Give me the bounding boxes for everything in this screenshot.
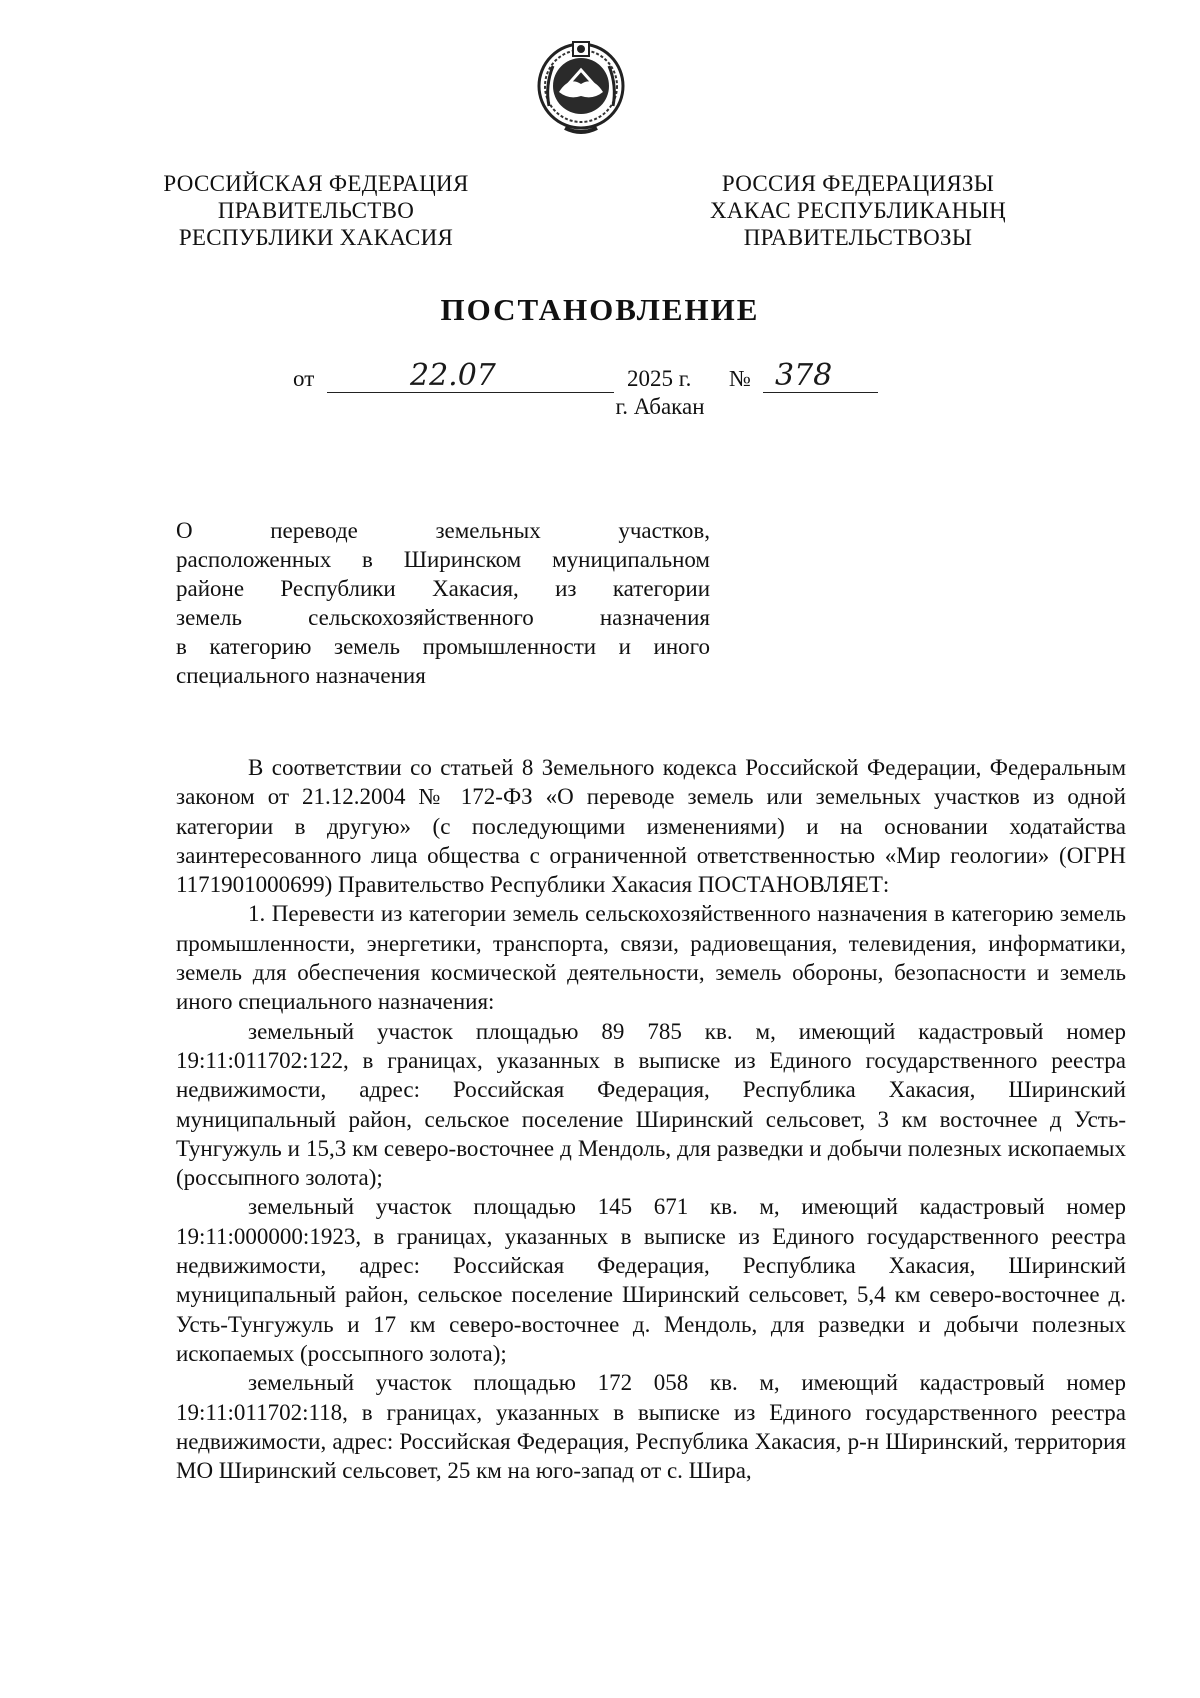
year-label: 2025 г.	[627, 366, 692, 391]
subject-line: земель сельскохозяйственного назначения	[176, 605, 710, 630]
header-right-block	[690, 170, 1026, 251]
city-label: г. Абакан	[615, 394, 705, 419]
subject-line: расположенных в Ширинском муниципальном	[176, 547, 710, 572]
document-body	[176, 753, 1126, 1485]
header-left-block	[148, 170, 484, 251]
coat-of-arms-icon	[535, 36, 627, 140]
body-paragraph: земельный участок площадью 145 671 кв. м, имеющий кадастровый номер 19:11:000000:1923, в границах, указанных в выписке из Единого государственного реестра недвижимости, адрес: Российская Федерация, Республика Хакасия, Ширинский муниципальный район, сельское поселение Ширинский сельсовет, 5,4 км северо-восточнее д. Усть-Тунгужуль и 17 км северо-восточнее д. Мендоль, для разведки и добычи полезных ископаемых (россыпного золота);	[176, 1194, 1126, 1366]
number-label: №	[729, 366, 751, 391]
date-handwritten: 22.07	[410, 358, 496, 393]
header-left-line: РОССИЙСКАЯ ФЕДЕРАЦИЯ	[163, 171, 469, 196]
header-right-line: ПРАВИТЕЛЬСТВОЗЫ	[743, 225, 973, 250]
body-paragraph: земельный участок площадью 172 058 кв. м, имеющий кадастровый номер 19:11:011702:118, в границах, указанных в выписке из Единого государственного реестра недвижимости, адрес: Российская Федерация, Республика Хакасия, р-н Ширинский, территория МО Ширинский сельсовет, 25 км на юго-запад от с. Шира,	[176, 1370, 1126, 1484]
header-right-line: ХАКАС РЕСПУБЛИКАНЫҢ	[710, 198, 1006, 223]
subject-line: О переводе земельных участков,	[176, 518, 710, 543]
subject-line: районе Республики Хакасия, из категории	[176, 576, 710, 601]
number-handwritten: 378	[775, 358, 833, 393]
document-title: ПОСТАНОВЛЕНИЕ	[440, 292, 760, 327]
body-paragraph: 1. Перевести из категории земель сельскохозяйственного назначения в категорию земель промышленности, энергетики, транспорта, связи, радиовещания, телевидения, информатики, земель для обеспечения космической деятельности, земель обороны, безопасности и земель иного специального назначения:	[176, 901, 1126, 1015]
header-left-line: РЕСПУБЛИКИ ХАКАСИЯ	[178, 225, 454, 250]
header-left-line: ПРАВИТЕЛЬСТВО	[217, 198, 415, 223]
header-right-line: РОССИЯ ФЕДЕРАЦИЯЗЫ	[721, 171, 995, 196]
subject-line: в категорию земель промышленности и иного	[176, 634, 710, 659]
body-paragraph: земельный участок площадью 89 785 кв. м, имеющий кадастровый номер 19:11:011702:122, в границах, указанных в выписке из Единого государственного реестра недвижимости, адрес: Российская Федерация, Республика Хакасия, Ширинский муниципальный район, сельское поселение Ширинский сельсовет, 3 км восточнее д Усть-Тунгужуль и 15,3 км северо-восточнее д Мендоль, для разведки и добычи полезных ископаемых (россыпного золота);	[176, 1018, 1126, 1191]
subject-line: специального назначения	[176, 663, 426, 688]
body-paragraph: В соответствии со статьей 8 Земельного кодекса Российской Федерации, Федеральным законом от 21.12.2004 № 172-ФЗ «О переводе земель или земельных участков из одной категории в другую» (с последующими изменениями) и на основании ходатайства заинтересованного лица общества с ограниченной ответственностью «Мир геологии» (ОГРН 1171901000699) Правительство Республики Хакасия ПОСТАНОВЛЯЕТ:	[176, 755, 1126, 898]
subject-block	[176, 516, 710, 690]
date-from-label: от	[293, 366, 315, 391]
